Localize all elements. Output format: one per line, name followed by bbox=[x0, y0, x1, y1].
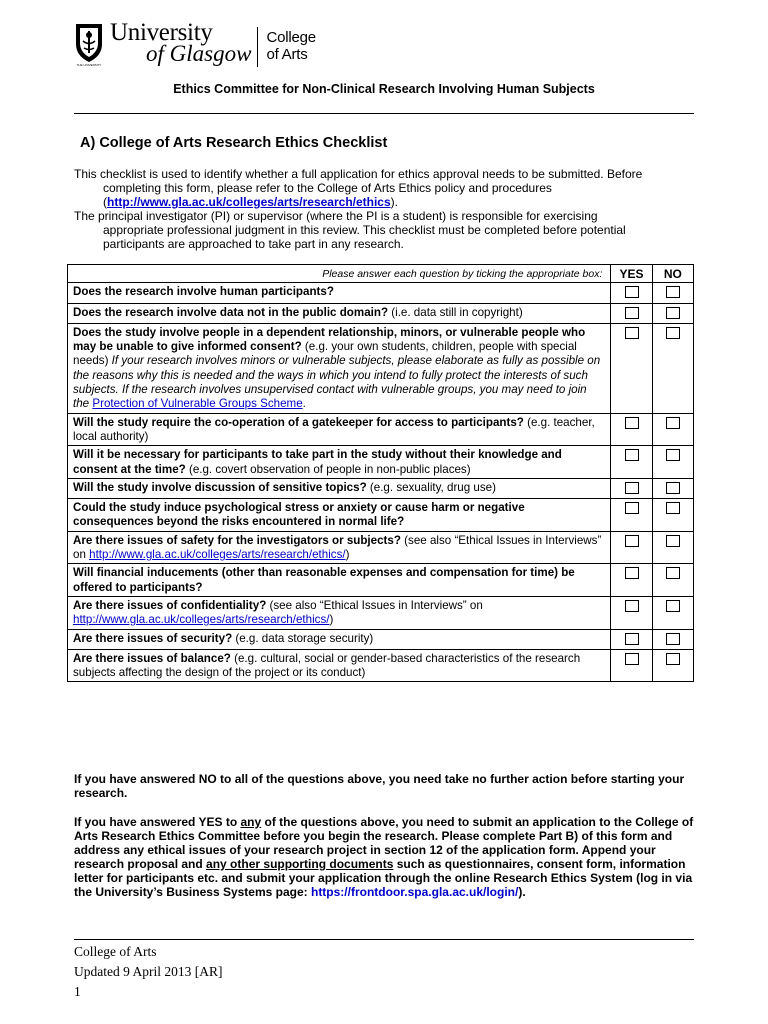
yes-answer-note: If you have answered YES to any of the questions above, you need to submit an application to the College of Arts Research Ethics Committee before you begin the research. Please complete Part B) of this form and address any ethical issues of your research project in section 12 of the application form. Append your research proposal and any other supporting documents such as questionnaires, consent form, information letter for participants etc. and submit your application through the online Research Ethics System (log in via the University’s Business Systems page: https://frontdoor.spa.gla.ac.uk/login/). bbox=[74, 815, 694, 899]
no-cell bbox=[652, 564, 693, 597]
college-name-line1: College bbox=[266, 29, 316, 46]
question-bold-text: Will the study involve discussion of sensitive topics? bbox=[73, 480, 367, 494]
page-footer bbox=[74, 942, 222, 1002]
question-detail-text: (e.g. cultural, social or gender-based characteristics of the research subjects affecting the design of the project or its conduct) bbox=[73, 651, 581, 680]
logo-divider bbox=[257, 27, 258, 67]
university-name bbox=[110, 19, 252, 66]
question-bold-text: Will the study require the co-operation of a gatekeeper for access to participants? bbox=[73, 415, 524, 429]
no-checkbox[interactable] bbox=[666, 653, 680, 665]
no-checkbox[interactable] bbox=[666, 535, 680, 547]
question-note-text: If your research involves minors or vulnerable subjects, please elaborate as fully as possible on the reasons why this is needed and the ways in which you intend to fully protect the interests of such subjects. If the research involves unsupervised contact with vulnerable groups, you may need to join the bbox=[73, 354, 601, 411]
question-bold-text: Does the research involve data not in the public domain? bbox=[73, 305, 389, 319]
no-cell bbox=[652, 499, 693, 532]
no-cell bbox=[652, 446, 693, 479]
yes-cell bbox=[611, 629, 652, 649]
yes-column-header: YES bbox=[611, 265, 652, 283]
footer-college: College of Arts bbox=[74, 944, 157, 959]
question-bold-text: Will financial inducements (other than reasonable expenses and compensation for time) be offered to participants? bbox=[73, 566, 575, 594]
crest-icon bbox=[74, 22, 104, 68]
ethics-policy-link[interactable]: http://www.gla.ac.uk/colleges/arts/research/ethics bbox=[107, 195, 391, 209]
header-divider bbox=[74, 113, 694, 114]
no-checkbox[interactable] bbox=[666, 449, 680, 461]
checklist-row bbox=[68, 283, 694, 303]
checklist-row bbox=[68, 499, 694, 532]
checklist-question bbox=[68, 531, 611, 564]
no-column-header: NO bbox=[652, 265, 693, 283]
checklist-question bbox=[68, 478, 611, 498]
yes-checkbox[interactable] bbox=[625, 417, 639, 429]
question-bold-text: Are there issues of balance? bbox=[73, 651, 231, 665]
question-bold-text: Are there issues of confidentiality? bbox=[73, 598, 267, 612]
checklist-row bbox=[68, 564, 694, 597]
yes-checkbox[interactable] bbox=[625, 286, 639, 298]
yes-cell bbox=[611, 303, 652, 323]
question-detail-text: (see also “Ethical Issues in Interviews” on bbox=[73, 533, 602, 562]
university-logo bbox=[74, 19, 316, 72]
checklist-question bbox=[68, 564, 611, 597]
checklist-question bbox=[68, 596, 611, 629]
yes-checkbox[interactable] bbox=[625, 535, 639, 547]
question-detail-text: (i.e. data still in copyright) bbox=[388, 305, 523, 319]
page-number: 1 bbox=[74, 984, 81, 999]
no-checkbox[interactable] bbox=[666, 600, 680, 612]
yes-cell bbox=[611, 283, 652, 303]
checklist-question bbox=[68, 499, 611, 532]
checklist-question bbox=[68, 649, 611, 682]
question-detail-text: (e.g. covert observation of people in non-public places) bbox=[185, 462, 471, 476]
yes-checkbox[interactable] bbox=[625, 653, 639, 665]
checklist-question bbox=[68, 283, 611, 303]
intro-paragraph-2: The principal investigator (PI) or supervisor (where the PI is a student) is responsible for exercising appropriate professional judgment in this review. This checklist must be completed before potential participants are approached to take part in any research. bbox=[74, 209, 626, 251]
checklist-row bbox=[68, 629, 694, 649]
table-instruction: Please answer each question by ticking the appropriate box: bbox=[68, 265, 611, 283]
checklist-row bbox=[68, 596, 694, 629]
no-checkbox[interactable] bbox=[666, 417, 680, 429]
no-checkbox[interactable] bbox=[666, 567, 680, 579]
intro-paragraph-1: This checklist is used to identify whether a full application for ethics approval needs to be submitted. Before completing this form, please refer to the College of Arts Ethics policy and procedures (http://www.gla.ac.uk/colleges/arts/research/ethics). bbox=[74, 167, 643, 209]
crest-caption: THE UNIVERSITY bbox=[76, 63, 102, 67]
table-header-row bbox=[68, 265, 694, 283]
checklist-question bbox=[68, 446, 611, 479]
question-bold-text: Does the study involve people in a dependent relationship, minors, or vulnerable people who may be unable to give informed consent? bbox=[73, 325, 586, 354]
ethics-checklist-table bbox=[67, 264, 694, 682]
no-cell bbox=[652, 323, 693, 413]
yes-cell bbox=[611, 323, 652, 413]
yes-checkbox[interactable] bbox=[625, 327, 639, 339]
no-cell bbox=[652, 478, 693, 498]
no-cell bbox=[652, 596, 693, 629]
yes-checkbox[interactable] bbox=[625, 449, 639, 461]
no-checkbox[interactable] bbox=[666, 502, 680, 514]
question-link[interactable]: http://www.gla.ac.uk/colleges/arts/research/ethics/ bbox=[89, 548, 346, 562]
checklist-question bbox=[68, 303, 611, 323]
checklist-question bbox=[68, 323, 611, 413]
question-detail-text: (e.g. data storage security) bbox=[232, 631, 374, 645]
footer-updated: Updated 9 April 2013 [AR] bbox=[74, 964, 223, 979]
yes-checkbox[interactable] bbox=[625, 307, 639, 319]
yes-cell bbox=[611, 531, 652, 564]
checklist-row bbox=[68, 303, 694, 323]
college-name-line2: of Arts bbox=[266, 46, 308, 63]
university-name-line2: of Glasgow bbox=[146, 41, 252, 66]
committee-title: Ethics Committee for Non-Clinical Research Involving Human Subjects bbox=[173, 82, 595, 96]
checklist-question bbox=[68, 629, 611, 649]
question-link[interactable]: Protection of Vulnerable Groups Scheme bbox=[92, 397, 303, 411]
question-bold-text: Could the study induce psychological stress or anxiety or cause harm or negative consequences beyond the risks encountered in normal life? bbox=[73, 501, 525, 529]
checklist-row bbox=[68, 323, 694, 413]
no-cell bbox=[652, 283, 693, 303]
no-checkbox[interactable] bbox=[666, 482, 680, 494]
no-cell bbox=[652, 303, 693, 323]
business-systems-link[interactable]: https://frontdoor.spa.gla.ac.uk/login/ bbox=[310, 885, 519, 899]
yes-cell bbox=[611, 499, 652, 532]
section-title: A) College of Arts Research Ethics Checklist bbox=[80, 135, 388, 151]
yes-checkbox[interactable] bbox=[625, 567, 639, 579]
yes-checkbox[interactable] bbox=[625, 633, 639, 645]
no-answer-note: If you have answered NO to all of the questions above, you need take no further action before starting your research. bbox=[74, 772, 685, 800]
yes-checkbox[interactable] bbox=[625, 482, 639, 494]
university-name-line1: University bbox=[110, 19, 213, 46]
no-checkbox[interactable] bbox=[666, 286, 680, 298]
no-cell bbox=[652, 629, 693, 649]
yes-cell bbox=[611, 478, 652, 498]
checklist-row bbox=[68, 413, 694, 446]
yes-cell bbox=[611, 446, 652, 479]
checklist-row bbox=[68, 478, 694, 498]
question-detail-text: (e.g. your own students, children, people with special needs) bbox=[73, 340, 577, 368]
intro-text bbox=[74, 167, 694, 251]
question-tail-text: ) bbox=[345, 548, 350, 562]
no-cell bbox=[652, 531, 693, 564]
yes-checkbox[interactable] bbox=[625, 600, 639, 612]
yes-checkbox[interactable] bbox=[625, 502, 639, 514]
question-tail-text: ) bbox=[329, 613, 334, 627]
checklist-question bbox=[68, 413, 611, 446]
question-bold-text: Will it be necessary for participants to take part in the study without their knowledge and consent at the time? bbox=[73, 448, 562, 476]
checklist-row bbox=[68, 446, 694, 479]
question-detail-text: (e.g. sexuality, drug use) bbox=[366, 480, 496, 494]
yes-cell bbox=[611, 596, 652, 629]
yes-cell bbox=[611, 649, 652, 682]
question-link[interactable]: http://www.gla.ac.uk/colleges/arts/research/ethics/ bbox=[73, 613, 330, 627]
question-bold-text: Does the research involve human participants? bbox=[73, 285, 334, 299]
question-bold-text: Are there issues of security? bbox=[73, 631, 233, 645]
checklist-row bbox=[68, 649, 694, 682]
no-checkbox[interactable] bbox=[666, 633, 680, 645]
no-cell bbox=[652, 649, 693, 682]
checklist-row bbox=[68, 531, 694, 564]
no-checkbox[interactable] bbox=[666, 327, 680, 339]
no-checkbox[interactable] bbox=[666, 307, 680, 319]
college-name bbox=[266, 29, 315, 63]
yes-cell bbox=[611, 564, 652, 597]
question-tail-text: . bbox=[302, 397, 306, 411]
no-cell bbox=[652, 413, 693, 446]
question-detail-text: (e.g. teacher, local authority) bbox=[73, 415, 595, 443]
yes-cell bbox=[611, 413, 652, 446]
question-detail-text: (see also “Ethical Issues in Interviews” on bbox=[266, 598, 483, 612]
question-bold-text: Are there issues of safety for the investigators or subjects? bbox=[73, 533, 401, 547]
footer-divider bbox=[74, 939, 694, 940]
